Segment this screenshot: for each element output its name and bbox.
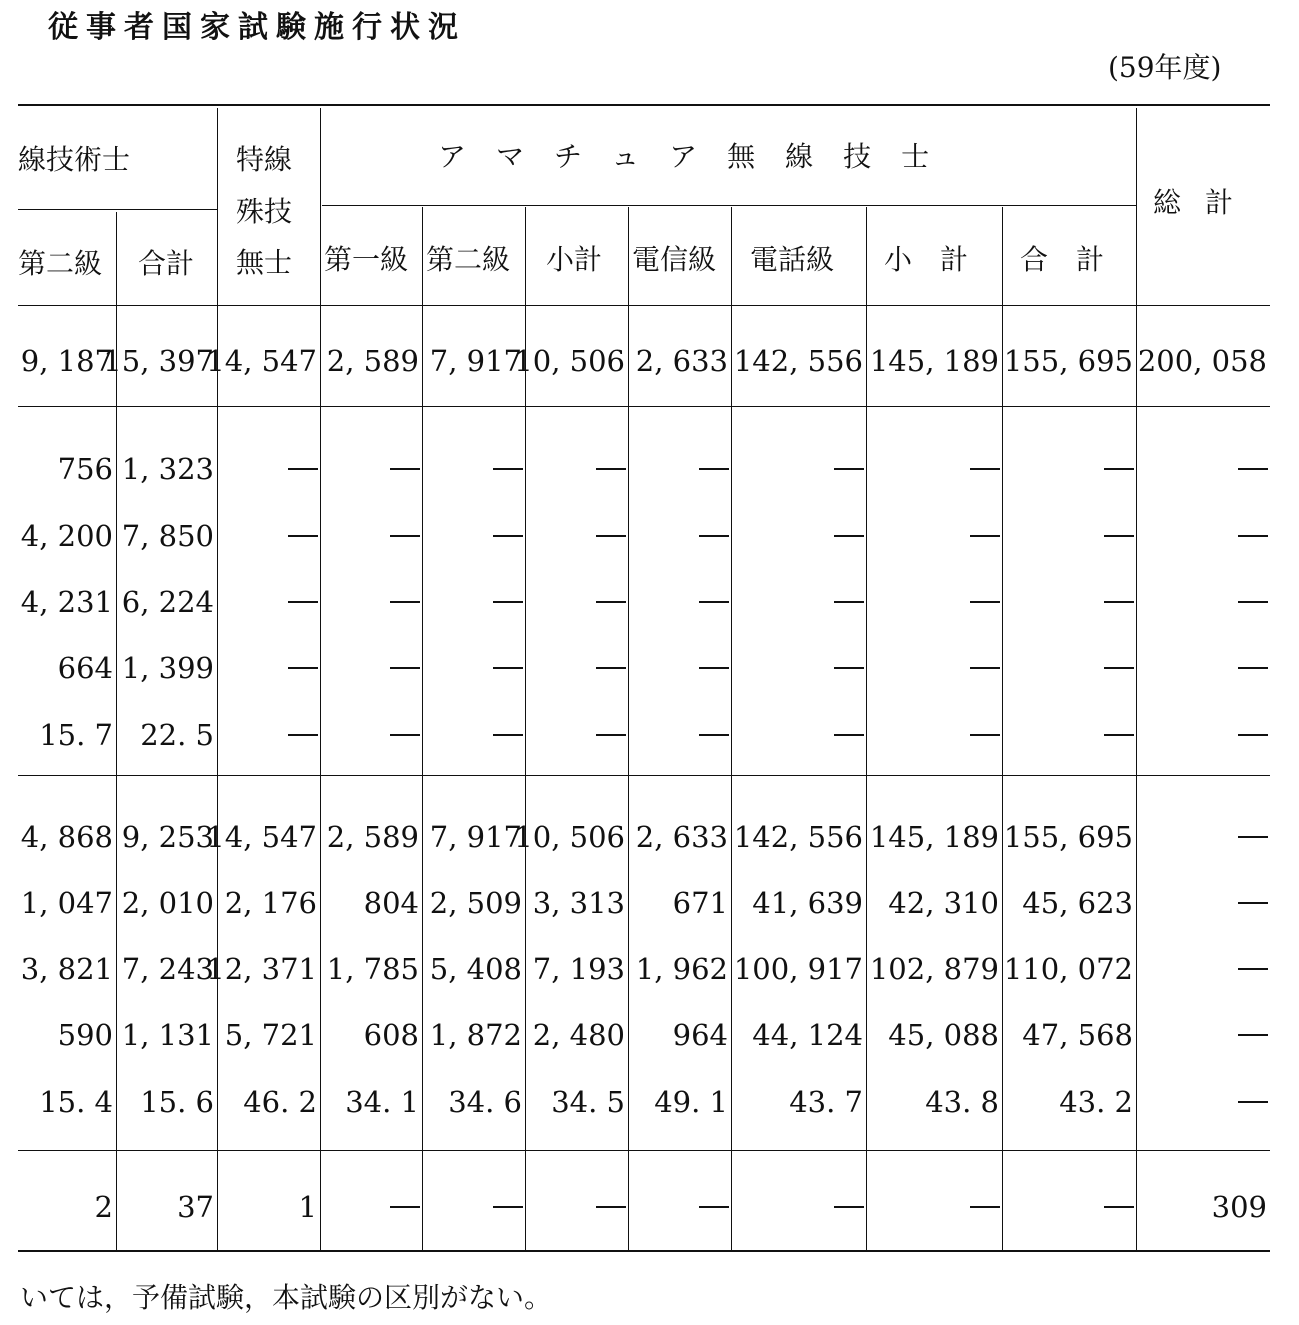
table-cell: 2, 633 xyxy=(635,820,728,854)
header-col-am-first: 第一級 xyxy=(324,243,409,276)
table-cell: 45, 623 xyxy=(1022,886,1133,920)
table-cell: 34. 5 xyxy=(551,1085,625,1119)
empty-dash xyxy=(493,535,523,537)
header-col-am-second: 第二級 xyxy=(426,243,511,276)
empty-dash xyxy=(288,667,318,669)
col-divider xyxy=(320,108,321,1250)
table-cell: 46. 2 xyxy=(243,1085,317,1119)
header-col-am-total: 合 計 xyxy=(1020,243,1105,276)
empty-dash xyxy=(1238,836,1268,838)
header-col-am-subtotal: 小計 xyxy=(546,243,603,276)
table-cell: 671 xyxy=(672,886,728,920)
empty-dash xyxy=(834,667,864,669)
table-cell: 1, 962 xyxy=(635,952,728,986)
empty-dash xyxy=(596,601,626,603)
header-col-telephone: 電話級 xyxy=(750,243,835,276)
table-cell: 100, 917 xyxy=(733,952,863,986)
table-cell: 6, 224 xyxy=(121,585,214,619)
table-cell: 43. 7 xyxy=(789,1085,863,1119)
table-cell: 22. 5 xyxy=(140,718,214,752)
empty-dash xyxy=(1104,734,1134,736)
empty-dash xyxy=(1238,468,1268,470)
header-radio-tech: 線技術士 xyxy=(18,143,131,176)
empty-dash xyxy=(288,468,318,470)
table-cell: 3, 821 xyxy=(20,952,113,986)
table-cell: 7, 243 xyxy=(121,952,214,986)
empty-dash xyxy=(493,601,523,603)
table-cell: 102, 879 xyxy=(869,952,999,986)
empty-dash xyxy=(1238,968,1268,970)
empty-dash xyxy=(834,468,864,470)
table-cell: 2, 589 xyxy=(326,820,419,854)
header-col-total: 合計 xyxy=(138,247,195,280)
col-divider xyxy=(628,207,629,1250)
table-cell: 2, 633 xyxy=(635,344,728,378)
table-cell: 2, 010 xyxy=(121,886,214,920)
empty-dash xyxy=(1238,1101,1268,1103)
empty-dash xyxy=(834,601,864,603)
empty-dash xyxy=(970,667,1000,669)
empty-dash xyxy=(1104,468,1134,470)
section-rule-3 xyxy=(18,1150,1270,1151)
table-cell: 12, 371 xyxy=(206,952,317,986)
empty-dash xyxy=(390,1206,420,1208)
empty-dash xyxy=(1238,535,1268,537)
empty-dash xyxy=(390,734,420,736)
empty-dash xyxy=(1238,667,1268,669)
page-title: 従事者国家試験施行状況 xyxy=(48,10,466,45)
table-cell: 15. 6 xyxy=(140,1085,214,1119)
empty-dash xyxy=(288,601,318,603)
header-col-am-subtotal2: 小 計 xyxy=(884,243,969,276)
footnote: いては，予備試験，本試験の区別がない。 xyxy=(20,1281,553,1314)
col-divider xyxy=(217,108,218,1250)
empty-dash xyxy=(699,468,729,470)
table-cell: 41, 639 xyxy=(752,886,863,920)
table-cell: 804 xyxy=(363,886,419,920)
table-cell: 200, 058 xyxy=(1137,344,1267,378)
table-cell: 1, 131 xyxy=(121,1018,214,1052)
empty-dash xyxy=(493,667,523,669)
empty-dash xyxy=(970,535,1000,537)
empty-dash xyxy=(970,1206,1000,1208)
table-cell: 47, 568 xyxy=(1022,1018,1133,1052)
table-cell: 7, 850 xyxy=(121,519,214,553)
empty-dash xyxy=(699,667,729,669)
table-top-rule xyxy=(18,104,1270,106)
table-cell: 15. 4 xyxy=(39,1085,113,1119)
empty-dash xyxy=(596,1206,626,1208)
table-cell: 664 xyxy=(57,651,113,685)
header-special-line3: 無士 xyxy=(236,246,293,279)
table-cell: 1, 399 xyxy=(121,651,214,685)
table-cell: 9, 187 xyxy=(20,344,113,378)
table-cell: 964 xyxy=(672,1018,728,1052)
empty-dash xyxy=(390,468,420,470)
table-cell: 7, 917 xyxy=(429,344,522,378)
table-cell: 608 xyxy=(363,1018,419,1052)
empty-dash xyxy=(1238,734,1268,736)
header-bottom-rule xyxy=(18,305,1270,306)
table-cell: 42, 310 xyxy=(888,886,999,920)
table-cell: 10, 506 xyxy=(514,820,625,854)
table-cell: 34. 1 xyxy=(345,1085,419,1119)
empty-dash xyxy=(1238,1034,1268,1036)
table-cell: 4, 868 xyxy=(20,820,113,854)
empty-dash xyxy=(390,667,420,669)
table-cell: 37 xyxy=(177,1190,214,1224)
empty-dash xyxy=(699,734,729,736)
header-amateur: アマチュア無線技士 xyxy=(438,140,960,173)
empty-dash xyxy=(1238,902,1268,904)
header-sub-rule-left xyxy=(18,209,218,210)
empty-dash xyxy=(1104,667,1134,669)
table-cell: 7, 193 xyxy=(532,952,625,986)
table-cell: 9, 253 xyxy=(121,820,214,854)
header-special-line1: 特線 xyxy=(236,143,293,176)
table-cell: 155, 695 xyxy=(1003,344,1133,378)
empty-dash xyxy=(390,535,420,537)
header-col-second: 第二級 xyxy=(18,247,103,280)
empty-dash xyxy=(493,734,523,736)
empty-dash xyxy=(596,535,626,537)
empty-dash xyxy=(493,1206,523,1208)
table-cell: 44, 124 xyxy=(752,1018,863,1052)
table-cell: 43. 8 xyxy=(925,1085,999,1119)
table-cell: 756 xyxy=(57,452,113,486)
table-cell: 2, 589 xyxy=(326,344,419,378)
empty-dash xyxy=(834,1206,864,1208)
table-cell: 4, 200 xyxy=(20,519,113,553)
table-cell: 2, 480 xyxy=(532,1018,625,1052)
table-cell: 43. 2 xyxy=(1059,1085,1133,1119)
table-cell: 49. 1 xyxy=(654,1085,728,1119)
header-col-telegraph: 電信級 xyxy=(632,243,717,276)
table-cell: 1, 047 xyxy=(20,886,113,920)
col-divider xyxy=(731,207,732,1250)
table-cell: 1, 323 xyxy=(121,452,214,486)
col-divider xyxy=(422,207,423,1250)
empty-dash xyxy=(970,468,1000,470)
empty-dash xyxy=(288,535,318,537)
empty-dash xyxy=(970,734,1000,736)
empty-dash xyxy=(1104,601,1134,603)
header-sub-rule-amateur xyxy=(322,205,1136,206)
table-cell: 2, 509 xyxy=(429,886,522,920)
table-cell: 309 xyxy=(1211,1190,1267,1224)
empty-dash xyxy=(834,734,864,736)
table-cell: 1 xyxy=(298,1190,317,1224)
table-cell: 14, 547 xyxy=(206,344,317,378)
table-cell: 34. 6 xyxy=(448,1085,522,1119)
section-rule-2 xyxy=(18,775,1270,776)
col-divider xyxy=(866,207,867,1250)
empty-dash xyxy=(699,1206,729,1208)
empty-dash xyxy=(970,601,1000,603)
table-cell: 5, 408 xyxy=(429,952,522,986)
empty-dash xyxy=(834,535,864,537)
empty-dash xyxy=(493,468,523,470)
table-cell: 5, 721 xyxy=(224,1018,317,1052)
header-grand-total: 総計 xyxy=(1153,186,1258,219)
empty-dash xyxy=(699,535,729,537)
table-bottom-rule xyxy=(18,1250,1270,1252)
table-cell: 2 xyxy=(94,1190,113,1224)
col-divider xyxy=(1136,108,1137,1250)
table-cell: 110, 072 xyxy=(1003,952,1133,986)
section-rule-1 xyxy=(18,406,1270,407)
table-cell: 145, 189 xyxy=(869,820,999,854)
fiscal-year-label: (59年度) xyxy=(1108,51,1222,84)
table-cell: 15, 397 xyxy=(103,344,214,378)
table-cell: 142, 556 xyxy=(733,344,863,378)
table-cell: 7, 917 xyxy=(429,820,522,854)
table-cell: 2, 176 xyxy=(224,886,317,920)
empty-dash xyxy=(596,667,626,669)
empty-dash xyxy=(1104,1206,1134,1208)
empty-dash xyxy=(596,468,626,470)
empty-dash xyxy=(288,734,318,736)
header-special-line2: 殊技 xyxy=(236,195,293,228)
empty-dash xyxy=(1238,601,1268,603)
table-cell: 3, 313 xyxy=(532,886,625,920)
table-cell: 155, 695 xyxy=(1003,820,1133,854)
empty-dash xyxy=(596,734,626,736)
empty-dash xyxy=(1104,535,1134,537)
table-cell: 10, 506 xyxy=(514,344,625,378)
table-cell: 4, 231 xyxy=(20,585,113,619)
col-divider xyxy=(1002,207,1003,1250)
table-cell: 590 xyxy=(57,1018,113,1052)
table-cell: 45, 088 xyxy=(888,1018,999,1052)
empty-dash xyxy=(390,601,420,603)
empty-dash xyxy=(699,601,729,603)
table-cell: 1, 785 xyxy=(326,952,419,986)
table-cell: 145, 189 xyxy=(869,344,999,378)
table-cell: 142, 556 xyxy=(733,820,863,854)
table-cell: 1, 872 xyxy=(429,1018,522,1052)
table-cell: 15. 7 xyxy=(39,718,113,752)
table-cell: 14, 547 xyxy=(206,820,317,854)
